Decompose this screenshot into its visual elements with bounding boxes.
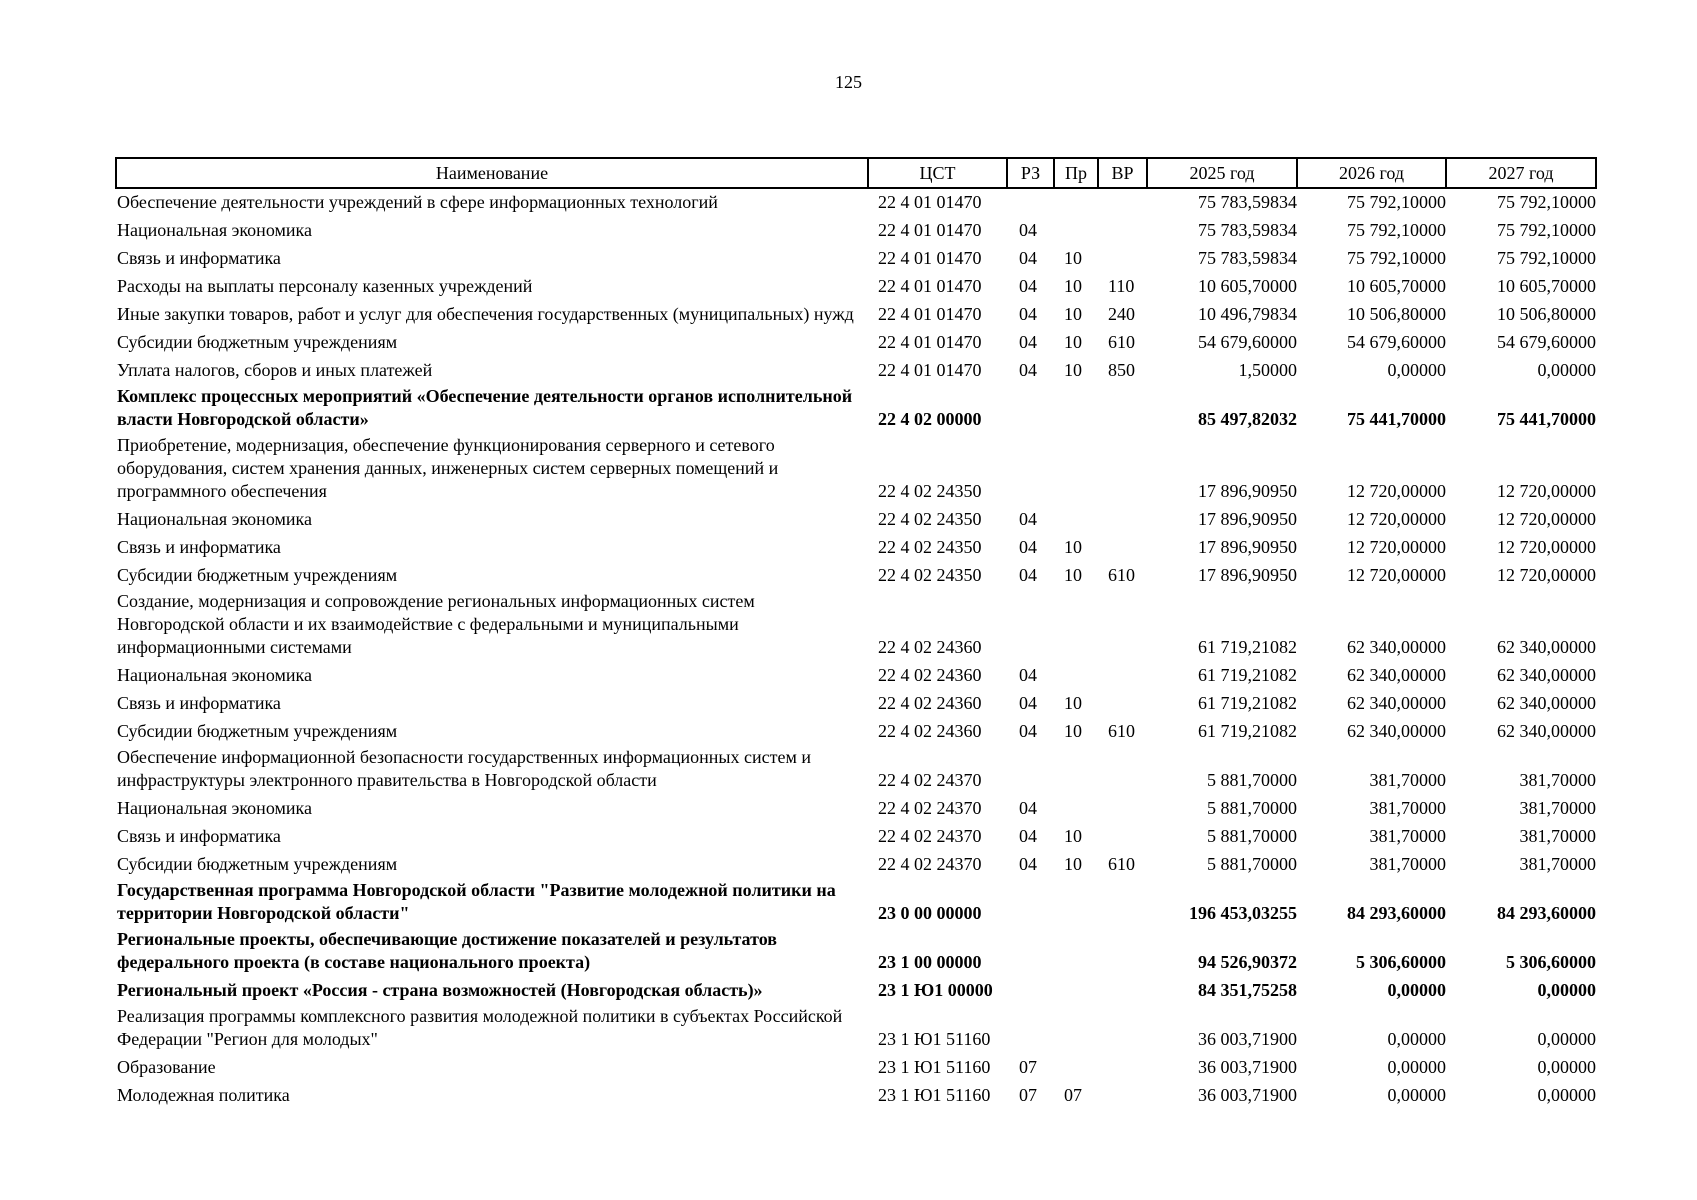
row-2025: 61 719,21082 — [1198, 693, 1297, 713]
row-2026: 381,70000 — [1369, 770, 1446, 790]
row-cst: 22 4 02 24360 — [878, 693, 982, 713]
row-name: Реализация программы комплексного развития молодежной политики в субъектах Российской Федерации "Регион для молодых" — [117, 1006, 843, 1049]
row-rz — [1007, 746, 1054, 795]
row-pr — [1054, 1054, 1098, 1082]
row-2025: 36 003,71900 — [1198, 1029, 1297, 1049]
row-rz — [1007, 977, 1054, 1005]
row-2027: 0,00000 — [1537, 980, 1596, 1000]
row-name: Субсидии бюджетным учреждениям — [117, 565, 398, 585]
row-vr: 850 — [1108, 360, 1135, 380]
row-vr — [1098, 188, 1147, 217]
row-vr — [1098, 977, 1147, 1005]
row-2025: 5 881,70000 — [1207, 826, 1297, 846]
header-pr: Пр — [1054, 158, 1098, 188]
table-row — [116, 690, 1596, 718]
row-rz: 04 — [1019, 220, 1037, 240]
row-2027: 54 679,60000 — [1497, 332, 1596, 352]
row-vr — [1098, 434, 1147, 506]
row-2027: 12 720,00000 — [1497, 537, 1596, 557]
row-pr — [1054, 506, 1098, 534]
row-vr — [1098, 823, 1147, 851]
row-2027: 0,00000 — [1537, 1085, 1596, 1105]
row-rz — [1007, 188, 1054, 217]
row-2026: 10 506,80000 — [1347, 304, 1446, 324]
row-2025: 85 497,82032 — [1198, 409, 1297, 429]
row-2027: 75 792,10000 — [1497, 220, 1596, 240]
table-row — [116, 188, 1596, 217]
table-row — [116, 506, 1596, 534]
row-name: Национальная экономика — [117, 665, 312, 685]
row-name: Субсидии бюджетным учреждениям — [117, 854, 398, 874]
row-name: Национальная экономика — [117, 220, 312, 240]
row-vr — [1098, 590, 1147, 662]
row-pr: 10 — [1064, 826, 1082, 846]
row-cst: 22 4 01 01470 — [878, 276, 982, 296]
table-row — [116, 329, 1596, 357]
row-pr — [1054, 662, 1098, 690]
row-pr — [1054, 385, 1098, 434]
row-vr — [1098, 795, 1147, 823]
row-2025: 75 783,59834 — [1198, 192, 1297, 212]
row-name: Расходы на выплаты персоналу казенных учреждений — [117, 276, 533, 296]
row-pr — [1054, 746, 1098, 795]
row-2026: 0,00000 — [1387, 1057, 1446, 1077]
row-cst: 22 4 02 24370 — [878, 798, 982, 818]
row-cst: 22 4 02 24350 — [878, 509, 982, 529]
row-name: Приобретение, модернизация, обеспечение функционирования серверного и сетевого оборудования, систем хранения данных, инженерных систем серверных помещений и программного обеспечения — [117, 435, 779, 501]
row-cst: 22 4 02 24360 — [878, 665, 982, 685]
row-rz: 04 — [1019, 826, 1037, 846]
row-pr: 10 — [1064, 537, 1082, 557]
row-cst: 23 1 00 00000 — [878, 952, 982, 972]
row-cst: 23 1 Ю1 51160 — [878, 1057, 991, 1077]
row-2026: 0,00000 — [1387, 360, 1446, 380]
row-2026: 62 340,00000 — [1347, 637, 1446, 657]
row-pr: 10 — [1064, 565, 1082, 585]
row-2026: 0,00000 — [1387, 1085, 1446, 1105]
row-rz: 04 — [1019, 304, 1037, 324]
row-2025: 75 783,59834 — [1198, 220, 1297, 240]
row-cst: 23 1 Ю1 00000 — [878, 980, 993, 1000]
row-rz: 04 — [1019, 248, 1037, 268]
row-2026: 12 720,00000 — [1347, 481, 1446, 501]
row-2025: 61 719,21082 — [1198, 721, 1297, 741]
table-body — [116, 188, 1596, 1110]
row-cst: 22 4 01 01470 — [878, 304, 982, 324]
row-2025: 36 003,71900 — [1198, 1057, 1297, 1077]
row-name: Субсидии бюджетным учреждениям — [117, 332, 398, 352]
row-2026: 12 720,00000 — [1347, 565, 1446, 585]
row-cst: 22 4 02 24370 — [878, 770, 982, 790]
row-2026: 54 679,60000 — [1347, 332, 1446, 352]
row-name: Связь и информатика — [117, 693, 281, 713]
table-row — [116, 851, 1596, 879]
row-2026: 84 293,60000 — [1347, 903, 1446, 923]
row-name: Иные закупки товаров, работ и услуг для обеспечения государственных (муниципальных) нужд — [117, 304, 854, 324]
table-row — [116, 590, 1596, 662]
header-2025: 2025 год — [1147, 158, 1297, 188]
row-2026: 381,70000 — [1369, 798, 1446, 818]
row-2026: 0,00000 — [1387, 1029, 1446, 1049]
row-2025: 75 783,59834 — [1198, 248, 1297, 268]
row-pr: 10 — [1064, 276, 1082, 296]
row-2026: 75 792,10000 — [1347, 192, 1446, 212]
row-vr — [1098, 1054, 1147, 1082]
row-pr — [1054, 434, 1098, 506]
row-pr — [1054, 217, 1098, 245]
row-pr: 10 — [1064, 332, 1082, 352]
row-vr — [1098, 1082, 1147, 1110]
row-pr — [1054, 1005, 1098, 1054]
row-name: Молодежная политика — [117, 1085, 290, 1105]
row-vr — [1098, 662, 1147, 690]
row-2027: 12 720,00000 — [1497, 481, 1596, 501]
table-row — [116, 273, 1596, 301]
row-vr — [1098, 217, 1147, 245]
row-rz: 04 — [1019, 276, 1037, 296]
row-2026: 75 792,10000 — [1347, 220, 1446, 240]
table-row — [116, 823, 1596, 851]
header-name: Наименование — [116, 158, 868, 188]
table-row — [116, 434, 1596, 506]
row-pr — [1054, 879, 1098, 928]
row-rz: 04 — [1019, 537, 1037, 557]
row-cst: 23 0 00 00000 — [878, 903, 982, 923]
row-rz: 04 — [1019, 332, 1037, 352]
row-2027: 75 792,10000 — [1497, 248, 1596, 268]
row-2025: 17 896,90950 — [1198, 509, 1297, 529]
row-cst: 22 4 02 24360 — [878, 721, 982, 741]
row-2025: 196 453,03255 — [1189, 903, 1297, 923]
row-2026: 381,70000 — [1369, 826, 1446, 846]
row-vr: 610 — [1108, 565, 1135, 585]
row-rz — [1007, 434, 1054, 506]
row-pr: 10 — [1064, 721, 1082, 741]
row-vr: 240 — [1108, 304, 1135, 324]
table-row — [116, 562, 1596, 590]
row-name: Национальная экономика — [117, 798, 312, 818]
table-row — [116, 746, 1596, 795]
table-row — [116, 385, 1596, 434]
row-pr: 10 — [1064, 360, 1082, 380]
row-2027: 62 340,00000 — [1497, 665, 1596, 685]
row-rz: 04 — [1019, 798, 1037, 818]
row-2027: 381,70000 — [1519, 798, 1596, 818]
row-cst: 22 4 02 24350 — [878, 537, 982, 557]
row-2027: 62 340,00000 — [1497, 721, 1596, 741]
row-cst: 22 4 01 01470 — [878, 360, 982, 380]
row-rz — [1007, 879, 1054, 928]
budget-table — [115, 157, 1597, 1110]
row-vr — [1098, 1005, 1147, 1054]
row-2026: 62 340,00000 — [1347, 665, 1446, 685]
row-name: Связь и информатика — [117, 826, 281, 846]
row-rz: 07 — [1019, 1085, 1037, 1105]
row-cst: 22 4 01 01470 — [878, 332, 982, 352]
row-2025: 54 679,60000 — [1198, 332, 1297, 352]
row-cst: 22 4 02 24350 — [878, 565, 982, 585]
row-pr — [1054, 795, 1098, 823]
table-row — [116, 1005, 1596, 1054]
table-row — [116, 928, 1596, 977]
row-cst: 23 1 Ю1 51160 — [878, 1029, 991, 1049]
row-2025: 5 881,70000 — [1207, 854, 1297, 874]
row-pr: 07 — [1064, 1085, 1082, 1105]
row-2025: 10 605,70000 — [1198, 276, 1297, 296]
row-2025: 5 881,70000 — [1207, 770, 1297, 790]
row-2026: 12 720,00000 — [1347, 509, 1446, 529]
row-cst: 22 4 02 24370 — [878, 854, 982, 874]
row-pr: 10 — [1064, 304, 1082, 324]
row-2026: 62 340,00000 — [1347, 693, 1446, 713]
row-2025: 61 719,21082 — [1198, 665, 1297, 685]
row-rz: 04 — [1019, 360, 1037, 380]
row-name: Обеспечение информационной безопасности государственных информационных систем и инфраструктуры электронного правительства в Новгородской области — [117, 747, 811, 790]
row-vr — [1098, 506, 1147, 534]
row-name: Связь и информатика — [117, 537, 281, 557]
row-2027: 0,00000 — [1537, 1057, 1596, 1077]
row-pr — [1054, 928, 1098, 977]
row-rz: 07 — [1019, 1057, 1037, 1077]
row-2027: 381,70000 — [1519, 826, 1596, 846]
row-pr: 10 — [1064, 693, 1082, 713]
row-cst: 22 4 02 00000 — [878, 409, 982, 429]
row-name: Государственная программа Новгородской области "Развитие молодежной политики на территории Новгородской области" — [117, 880, 836, 923]
row-cst: 22 4 02 24370 — [878, 826, 982, 846]
table-row — [116, 301, 1596, 329]
table-row — [116, 662, 1596, 690]
row-name: Региональный проект «Россия - страна возможностей (Новгородская область)» — [117, 980, 763, 1000]
row-vr — [1098, 245, 1147, 273]
table-row — [116, 357, 1596, 385]
header-2027: 2027 год — [1446, 158, 1596, 188]
row-2025: 94 526,90372 — [1198, 952, 1297, 972]
row-pr — [1054, 977, 1098, 1005]
row-vr: 610 — [1108, 721, 1135, 741]
row-2025: 61 719,21082 — [1198, 637, 1297, 657]
row-pr: 10 — [1064, 854, 1082, 874]
row-2025: 5 881,70000 — [1207, 798, 1297, 818]
row-name: Обеспечение деятельности учреждений в сфере информационных технологий — [117, 192, 718, 212]
row-2026: 75 792,10000 — [1347, 248, 1446, 268]
row-rz — [1007, 385, 1054, 434]
row-vr — [1098, 534, 1147, 562]
row-rz: 04 — [1019, 509, 1037, 529]
table-row — [116, 1054, 1596, 1082]
row-name: Уплата налогов, сборов и иных платежей — [117, 360, 433, 380]
row-name: Комплекс процессных мероприятий «Обеспечение деятельности органов исполнительной власти Новгородской области» — [117, 386, 853, 429]
row-rz: 04 — [1019, 665, 1037, 685]
row-2025: 36 003,71900 — [1198, 1085, 1297, 1105]
row-2026: 10 605,70000 — [1347, 276, 1446, 296]
table-row — [116, 879, 1596, 928]
row-vr — [1098, 690, 1147, 718]
row-2027: 0,00000 — [1537, 1029, 1596, 1049]
table-row — [116, 217, 1596, 245]
row-rz: 04 — [1019, 721, 1037, 741]
header-vr: ВР — [1098, 158, 1147, 188]
row-2027: 381,70000 — [1519, 854, 1596, 874]
row-2027: 12 720,00000 — [1497, 509, 1596, 529]
table-row — [116, 1082, 1596, 1110]
row-rz: 04 — [1019, 565, 1037, 585]
row-cst: 22 4 01 01470 — [878, 192, 982, 212]
row-2026: 5 306,60000 — [1356, 952, 1446, 972]
table-row — [116, 977, 1596, 1005]
row-cst: 22 4 01 01470 — [878, 220, 982, 240]
table-header — [116, 158, 1596, 188]
row-2027: 62 340,00000 — [1497, 693, 1596, 713]
row-2026: 12 720,00000 — [1347, 537, 1446, 557]
row-cst: 22 4 02 24360 — [878, 637, 982, 657]
row-cst: 22 4 01 01470 — [878, 248, 982, 268]
row-2026: 0,00000 — [1387, 980, 1446, 1000]
row-pr: 10 — [1064, 248, 1082, 268]
row-name: Субсидии бюджетным учреждениям — [117, 721, 398, 741]
row-2025: 10 496,79834 — [1198, 304, 1297, 324]
page-number: 125 — [835, 72, 862, 92]
row-cst: 23 1 Ю1 51160 — [878, 1085, 991, 1105]
row-2025: 17 896,90950 — [1198, 481, 1297, 501]
table-row — [116, 718, 1596, 746]
row-2027: 10 605,70000 — [1497, 276, 1596, 296]
row-2027: 12 720,00000 — [1497, 565, 1596, 585]
row-2025: 84 351,75258 — [1198, 980, 1297, 1000]
row-rz — [1007, 590, 1054, 662]
row-vr: 610 — [1108, 854, 1135, 874]
row-2027: 381,70000 — [1519, 770, 1596, 790]
row-pr — [1054, 188, 1098, 217]
row-vr: 110 — [1108, 276, 1135, 296]
table-row — [116, 795, 1596, 823]
row-2027: 5 306,60000 — [1506, 952, 1596, 972]
row-vr — [1098, 879, 1147, 928]
row-rz: 04 — [1019, 854, 1037, 874]
row-2027: 75 792,10000 — [1497, 192, 1596, 212]
row-2026: 381,70000 — [1369, 854, 1446, 874]
row-rz — [1007, 928, 1054, 977]
row-vr — [1098, 385, 1147, 434]
row-name: Национальная экономика — [117, 509, 312, 529]
row-vr — [1098, 928, 1147, 977]
row-name: Региональные проекты, обеспечивающие достижение показателей и результатов федерального проекта (в составе национального проекта) — [117, 929, 777, 972]
row-2025: 17 896,90950 — [1198, 565, 1297, 585]
table-row — [116, 534, 1596, 562]
row-name: Образование — [117, 1057, 216, 1077]
row-2025: 17 896,90950 — [1198, 537, 1297, 557]
row-pr — [1054, 590, 1098, 662]
row-cst: 22 4 02 24350 — [878, 481, 982, 501]
table-row — [116, 245, 1596, 273]
row-vr — [1098, 746, 1147, 795]
header-rz: РЗ — [1007, 158, 1054, 188]
row-name: Создание, модернизация и сопровождение региональных информационных систем Новгородской области и их взаимодействие с федеральными и муниципальными информационными системами — [117, 591, 755, 657]
row-2026: 75 441,70000 — [1347, 409, 1446, 429]
header-cst: ЦСТ — [868, 158, 1007, 188]
header-2026: 2026 год — [1297, 158, 1446, 188]
row-2027: 62 340,00000 — [1497, 637, 1596, 657]
row-2027: 10 506,80000 — [1497, 304, 1596, 324]
row-rz: 04 — [1019, 693, 1037, 713]
row-rz — [1007, 1005, 1054, 1054]
row-2025: 1,50000 — [1238, 360, 1297, 380]
row-2027: 75 441,70000 — [1497, 409, 1596, 429]
row-2027: 0,00000 — [1537, 360, 1596, 380]
row-2027: 84 293,60000 — [1497, 903, 1596, 923]
row-vr: 610 — [1108, 332, 1135, 352]
row-2026: 62 340,00000 — [1347, 721, 1446, 741]
row-name: Связь и информатика — [117, 248, 281, 268]
